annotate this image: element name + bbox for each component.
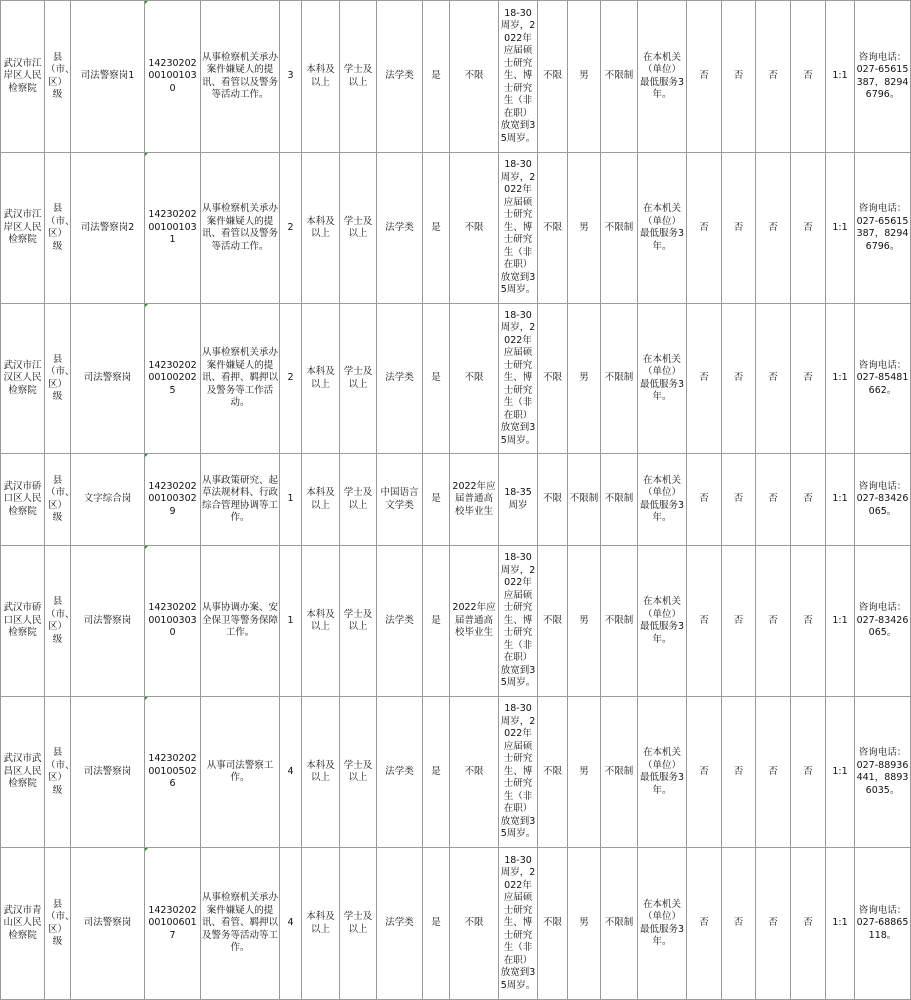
table-body [1, 1, 911, 1000]
level-cell: 县（市、区）级 [45, 304, 71, 454]
gender-cell: 男 [568, 697, 601, 848]
gender-cell: 不限制 [568, 454, 601, 546]
position-cell: 司法警察岗 [71, 848, 145, 1000]
phone-cell: 咨询电话：027-88936441，88936035。 [855, 697, 911, 848]
no-cell-1: 否 [687, 304, 722, 454]
code-cell: 14230202001005026 [145, 697, 201, 848]
major-cell: 法学类 [377, 1, 423, 153]
no-cell-2: 否 [722, 153, 756, 304]
unlimited-cell: 不限 [538, 546, 568, 697]
count-cell: 4 [280, 697, 302, 848]
no-cell-3: 否 [756, 153, 791, 304]
unlimited-cell: 不限 [538, 304, 568, 454]
table-row [1, 697, 911, 848]
no-cell-3: 否 [756, 697, 791, 848]
degree-cell: 学士及以上 [340, 697, 377, 848]
unit-cell: 武汉市江岸区人民检察院 [1, 1, 45, 153]
phone-cell: 咨询电话：027-83426065。 [855, 546, 911, 697]
no-cell-1: 否 [687, 848, 722, 1000]
ratio-cell: 1:1 [826, 546, 855, 697]
yes-cell: 是 [423, 1, 450, 153]
gender-cell: 男 [568, 153, 601, 304]
no-cell-3: 否 [756, 454, 791, 546]
degree-cell: 学士及以上 [340, 304, 377, 454]
ratio-cell: 1:1 [826, 153, 855, 304]
requirement-cell: 不限 [450, 1, 499, 153]
major-cell: 法学类 [377, 153, 423, 304]
no-cell-3: 否 [756, 304, 791, 454]
unlimited-cell: 不限 [538, 697, 568, 848]
education-cell: 本科及以上 [302, 546, 340, 697]
unlimited-cell-2: 不限制 [601, 848, 638, 1000]
code-cell: 14230202001001031 [145, 153, 201, 304]
service-cell: 在本机关（单位）最低服务3年。 [638, 848, 687, 1000]
table-row [1, 848, 911, 1000]
no-cell-4: 否 [791, 454, 826, 546]
yes-cell: 是 [423, 304, 450, 454]
ratio-cell: 1:1 [826, 304, 855, 454]
degree-cell: 学士及以上 [340, 848, 377, 1000]
position-cell: 司法警察岗2 [71, 153, 145, 304]
gender-cell: 男 [568, 546, 601, 697]
no-cell-4: 否 [791, 1, 826, 153]
no-cell-1: 否 [687, 697, 722, 848]
degree-cell: 学士及以上 [340, 454, 377, 546]
code-cell: 14230202001003030 [145, 546, 201, 697]
service-cell: 在本机关（单位）最低服务3年。 [638, 153, 687, 304]
table-row [1, 546, 911, 697]
unlimited-cell-2: 不限制 [601, 546, 638, 697]
table-row [1, 1, 911, 153]
no-cell-3: 否 [756, 546, 791, 697]
duty-cell: 从事司法警察工作。 [201, 697, 280, 848]
table-row [1, 454, 911, 546]
no-cell-1: 否 [687, 454, 722, 546]
yes-cell: 是 [423, 153, 450, 304]
no-cell-2: 否 [722, 1, 756, 153]
unlimited-cell-2: 不限制 [601, 304, 638, 454]
duty-cell: 从事协调办案、安全保卫等警务保障工作。 [201, 546, 280, 697]
requirement-cell: 不限 [450, 848, 499, 1000]
ratio-cell: 1:1 [826, 1, 855, 153]
no-cell-2: 否 [722, 454, 756, 546]
position-cell: 司法警察岗1 [71, 1, 145, 153]
major-cell: 中国语言文学类 [377, 454, 423, 546]
requirement-cell: 不限 [450, 304, 499, 454]
no-cell-1: 否 [687, 546, 722, 697]
phone-cell: 咨询电话：027-68865118。 [855, 848, 911, 1000]
yes-cell: 是 [423, 454, 450, 546]
gender-cell: 男 [568, 304, 601, 454]
no-cell-4: 否 [791, 697, 826, 848]
no-cell-1: 否 [687, 1, 722, 153]
service-cell: 在本机关（单位）最低服务3年。 [638, 304, 687, 454]
education-cell: 本科及以上 [302, 454, 340, 546]
level-cell: 县（市、区）级 [45, 697, 71, 848]
unlimited-cell: 不限 [538, 153, 568, 304]
no-cell-2: 否 [722, 697, 756, 848]
unit-cell: 武汉市硚口区人民检察院 [1, 546, 45, 697]
count-cell: 1 [280, 454, 302, 546]
table-row [1, 304, 911, 454]
duty-cell: 从事检察机关承办案件嫌疑人的提讯、看押、羁押以及警务等工作活动。 [201, 304, 280, 454]
degree-cell: 学士及以上 [340, 546, 377, 697]
code-cell: 14230202001002025 [145, 304, 201, 454]
service-cell: 在本机关（单位）最低服务3年。 [638, 546, 687, 697]
age-cell: 18-30周岁，2022年应届硕士研究生、博士研究生（非在职）放宽到35周岁。 [499, 1, 538, 153]
major-cell: 法学类 [377, 848, 423, 1000]
unlimited-cell-2: 不限制 [601, 454, 638, 546]
position-cell: 司法警察岗 [71, 304, 145, 454]
unlimited-cell-2: 不限制 [601, 1, 638, 153]
count-cell: 2 [280, 304, 302, 454]
major-cell: 法学类 [377, 697, 423, 848]
requirement-cell: 不限 [450, 153, 499, 304]
age-cell: 18-30周岁，2022年应届硕士研究生、博士研究生（非在职）放宽到35周岁。 [499, 697, 538, 848]
yes-cell: 是 [423, 546, 450, 697]
unlimited-cell: 不限 [538, 848, 568, 1000]
code-cell: 14230202001003029 [145, 454, 201, 546]
count-cell: 3 [280, 1, 302, 153]
ratio-cell: 1:1 [826, 454, 855, 546]
ratio-cell: 1:1 [826, 697, 855, 848]
no-cell-4: 否 [791, 848, 826, 1000]
unit-cell: 武汉市青山区人民检察院 [1, 848, 45, 1000]
education-cell: 本科及以上 [302, 153, 340, 304]
level-cell: 县（市、区）级 [45, 848, 71, 1000]
education-cell: 本科及以上 [302, 304, 340, 454]
education-cell: 本科及以上 [302, 1, 340, 153]
no-cell-4: 否 [791, 304, 826, 454]
phone-cell: 咨询电话：027-65615387，82946796。 [855, 1, 911, 153]
unit-cell: 武汉市硚口区人民检察院 [1, 454, 45, 546]
unit-cell: 武汉市江岸区人民检察院 [1, 153, 45, 304]
code-cell: 14230202001001030 [145, 1, 201, 153]
ratio-cell: 1:1 [826, 848, 855, 1000]
no-cell-1: 否 [687, 153, 722, 304]
phone-cell: 咨询电话：027-65615387，82946796。 [855, 153, 911, 304]
level-cell: 县（市、区）级 [45, 1, 71, 153]
age-cell: 18-30周岁，2022年应届硕士研究生、博士研究生（非在职）放宽到35周岁。 [499, 848, 538, 1000]
education-cell: 本科及以上 [302, 697, 340, 848]
age-cell: 18-30周岁，2022年应届硕士研究生、博士研究生（非在职）放宽到35周岁。 [499, 153, 538, 304]
unlimited-cell-2: 不限制 [601, 153, 638, 304]
requirement-cell: 不限 [450, 697, 499, 848]
major-cell: 法学类 [377, 304, 423, 454]
requirement-cell: 2022年应届普通高校毕业生 [450, 546, 499, 697]
service-cell: 在本机关（单位）最低服务3年。 [638, 1, 687, 153]
age-cell: 18-30周岁，2022年应届硕士研究生、博士研究生（非在职）放宽到35周岁。 [499, 304, 538, 454]
service-cell: 在本机关（单位）最低服务3年。 [638, 697, 687, 848]
position-cell: 司法警察岗 [71, 697, 145, 848]
no-cell-3: 否 [756, 848, 791, 1000]
duty-cell: 从事检察机关承办案件嫌疑人的提讯、看管以及警务等活动工作。 [201, 1, 280, 153]
major-cell: 法学类 [377, 546, 423, 697]
phone-cell: 咨询电话：027-83426065。 [855, 454, 911, 546]
education-cell: 本科及以上 [302, 848, 340, 1000]
code-cell: 14230202001006017 [145, 848, 201, 1000]
table-row [1, 153, 911, 304]
yes-cell: 是 [423, 697, 450, 848]
requirement-cell: 2022年应届普通高校毕业生 [450, 454, 499, 546]
level-cell: 县（市、区）级 [45, 153, 71, 304]
phone-cell: 咨询电话：027-85481662。 [855, 304, 911, 454]
no-cell-2: 否 [722, 848, 756, 1000]
unit-cell: 武汉市武昌区人民检察院 [1, 697, 45, 848]
level-cell: 县（市、区）级 [45, 454, 71, 546]
gender-cell: 男 [568, 848, 601, 1000]
duty-cell: 从事检察机关承办案件嫌疑人的提讯、看管以及警务等活动工作。 [201, 153, 280, 304]
no-cell-2: 否 [722, 546, 756, 697]
service-cell: 在本机关（单位）最低服务3年。 [638, 454, 687, 546]
no-cell-3: 否 [756, 1, 791, 153]
gender-cell: 男 [568, 1, 601, 153]
position-cell: 文字综合岗 [71, 454, 145, 546]
count-cell: 1 [280, 546, 302, 697]
yes-cell: 是 [423, 848, 450, 1000]
count-cell: 4 [280, 848, 302, 1000]
position-cell: 司法警察岗 [71, 546, 145, 697]
unit-cell: 武汉市江汉区人民检察院 [1, 304, 45, 454]
age-cell: 18-35周岁 [499, 454, 538, 546]
unlimited-cell-2: 不限制 [601, 697, 638, 848]
no-cell-4: 否 [791, 153, 826, 304]
count-cell: 2 [280, 153, 302, 304]
duty-cell: 从事检察机关承办案件嫌疑人的提讯、看管、羁押以及警务等活动等工作。 [201, 848, 280, 1000]
age-cell: 18-30周岁，2022年应届硕士研究生、博士研究生（非在职）放宽到35周岁。 [499, 546, 538, 697]
no-cell-4: 否 [791, 546, 826, 697]
unlimited-cell: 不限 [538, 454, 568, 546]
degree-cell: 学士及以上 [340, 153, 377, 304]
level-cell: 县（市、区）级 [45, 546, 71, 697]
no-cell-2: 否 [722, 304, 756, 454]
degree-cell: 学士及以上 [340, 1, 377, 153]
unlimited-cell: 不限 [538, 1, 568, 153]
duty-cell: 从事政策研究、起草法规材料、行政综合管理协调等工作。 [201, 454, 280, 546]
